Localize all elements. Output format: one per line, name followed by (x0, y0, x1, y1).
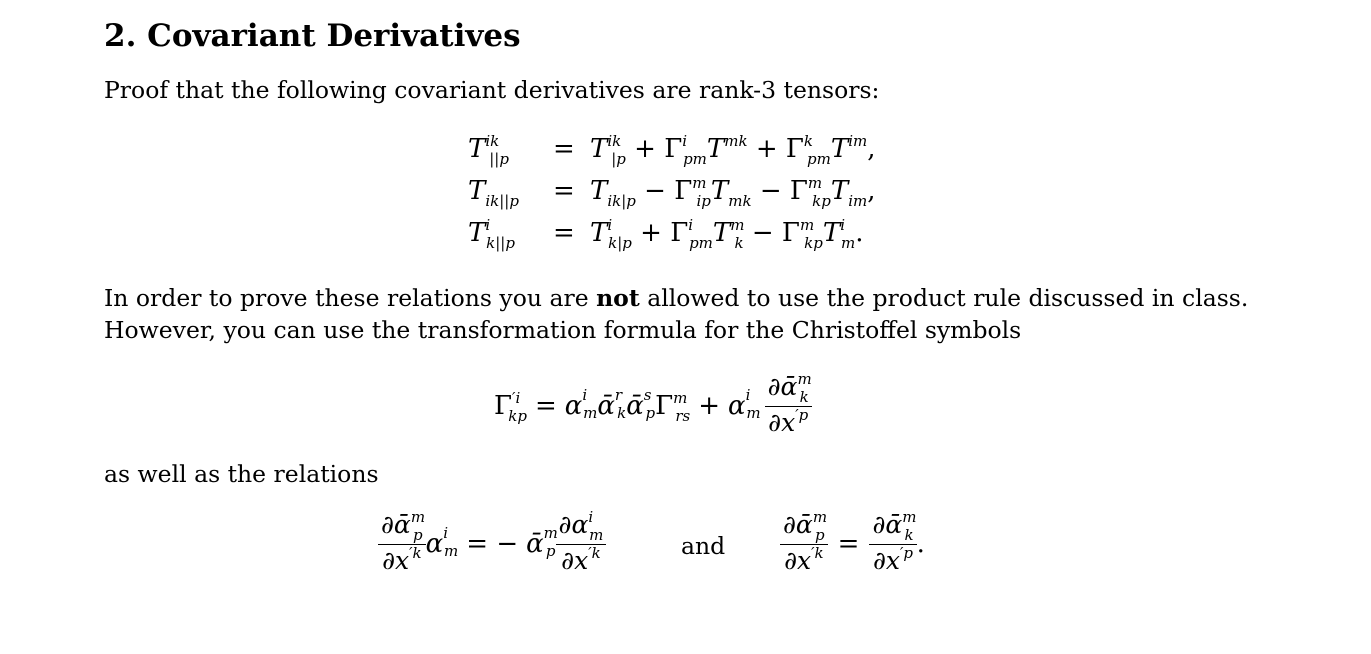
equation-1-lhs: $T^{ik}_{||p}$ (468, 132, 509, 168)
body-line-2: However, you can use the transformation formula for the Christoffel symbols (104, 316, 1022, 344)
relation-1: $\frac{\partial ᾱ^m_p}{\partial x^{'k}}$ α i m = − ᾱ m p $\frac{\partial\alpha^i_m}{\partial x^{'k}}$ (378, 510, 606, 578)
relation-2: $\frac{\partial ᾱ^m_p}{\partial x^{'k}}$ = $\frac{\partial ᾱ^m_k}{\partial x^{'p}}$ . (780, 510, 925, 578)
equation-3-equals: = (553, 218, 575, 248)
equation-1-equals: = (553, 134, 575, 164)
equation-1-rhs: $T^{ik}_{|p} + \Gamma^i_{pm}T^{mk} + \Gamma^k_{pm}T^{im}$, (590, 132, 876, 168)
body-line-1: In order to prove these relations you are not allowed to use the product rule discussed in class. (104, 284, 1249, 312)
relations-intro: as well as the relations (104, 460, 379, 488)
equation-2-equals: = (553, 176, 575, 206)
equation-3-rhs: $T^i_{k|p} + \Gamma^i_{pm}T^m_k - \Gamma^m_{kp}T^i_m$. (590, 216, 864, 252)
equation-3-lhs: $T^i_{k||p}$ (468, 216, 515, 252)
section-title: 2. Covariant Derivatives (104, 18, 521, 54)
equation-2-lhs: $T_{ik||p}$ (468, 176, 519, 210)
and-word: and (681, 532, 726, 560)
equation-2-rhs: $T_{ik|p} - \Gamma^m_{ip}T_{mk} - \Gamma^m_{kp}T_{im}$, (590, 174, 876, 210)
intro-text: Proof that the following covariant derivatives are rank-3 tensors: (104, 76, 880, 104)
christoffel-transformation-formula: $\Gamma^{'i}_{kp}$ = α i m ᾱ r k ᾱ s p $\Gamma^m_{rs}$ + α i m $\frac{\partial ᾱ^m_k}{\partial x^{'p}}$ (494, 370, 812, 437)
